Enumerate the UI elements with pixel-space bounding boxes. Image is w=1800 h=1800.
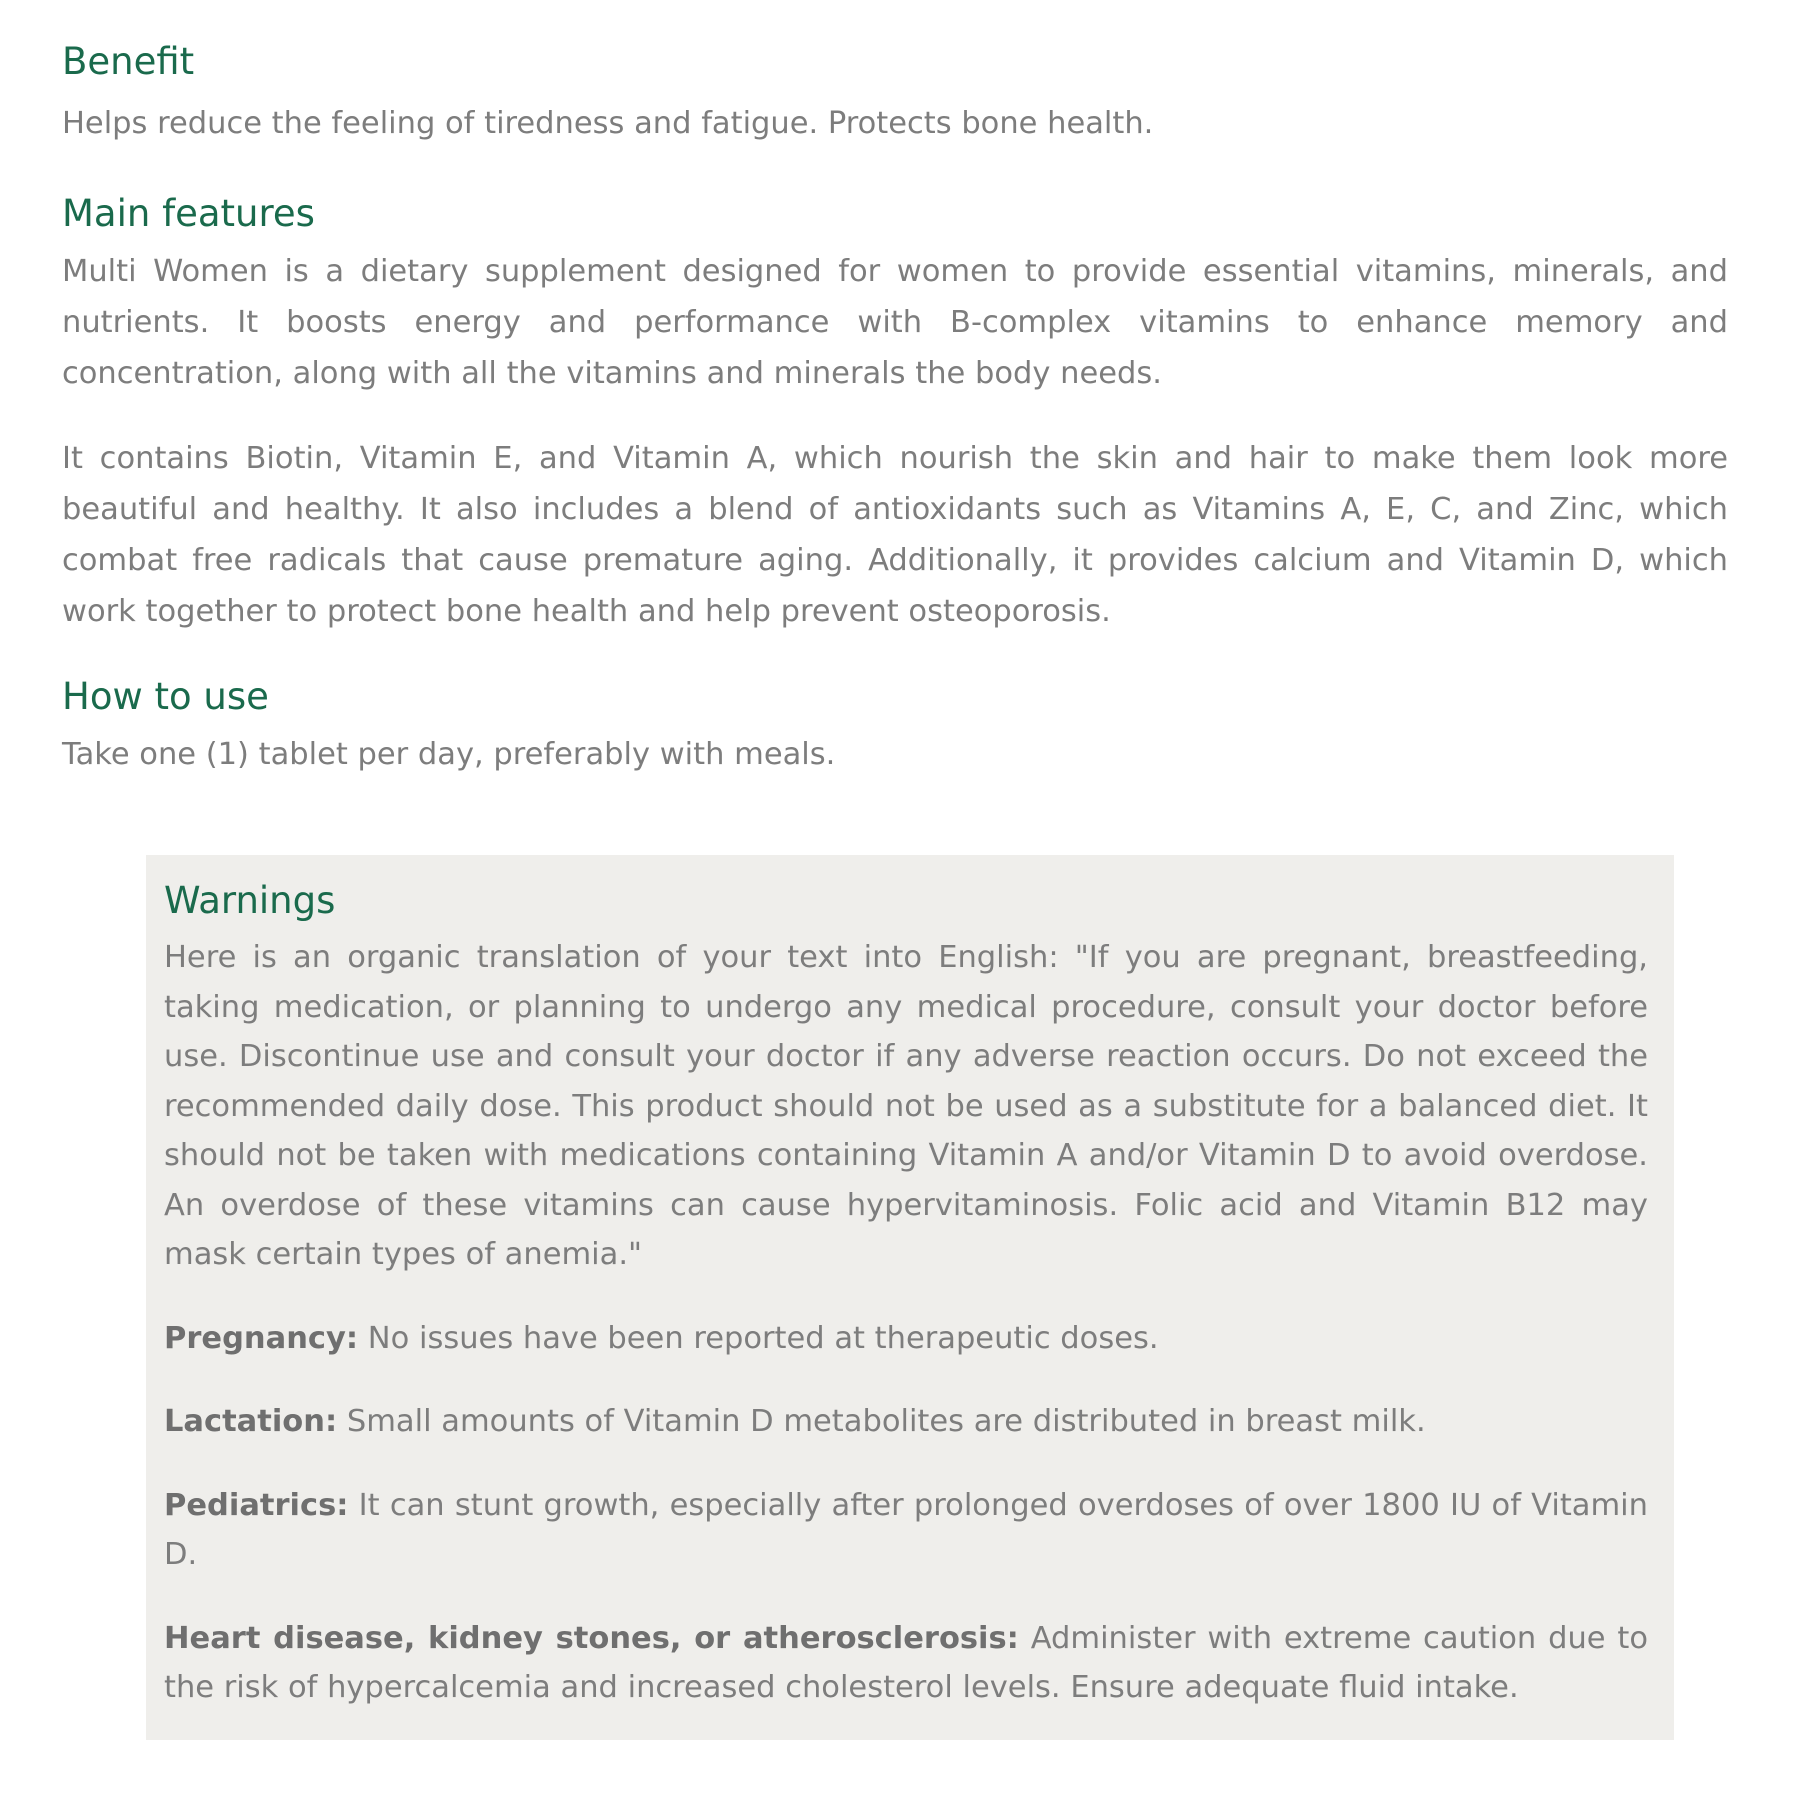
main-features-paragraph-1: Multi Women is a dietary supplement designed for women to provide essential vitamins, minerals, and nutrients. It boosts energy and performance with B-complex vitamins to enhance memory and concentration, along with all the vitamins and minerals the body needs. bbox=[62, 254, 1728, 392]
warning-label-heart-disease: Heart disease, kidney stones, or atherosclerosis: bbox=[164, 1620, 1019, 1656]
warning-text-pregnancy: No issues have been reported at therapeutic doses. bbox=[367, 1320, 1159, 1356]
how-to-use-text: Take one (1) tablet per day, preferably with meals. bbox=[62, 737, 836, 773]
how-to-use-heading: How to use bbox=[62, 675, 269, 719]
benefit-text: Helps reduce the feeling of tiredness and fatigue. Protects bone health. bbox=[62, 106, 1154, 142]
warning-text-heart-disease: Administer with extreme caution due to the risk of hypercalcemia and increased cholesterol levels. Ensure adequate fluid intake. bbox=[164, 1620, 1648, 1706]
warning-label-pregnancy: Pregnancy: bbox=[164, 1320, 359, 1356]
product-description bbox=[62, 38, 1728, 780]
warning-item-lactation bbox=[164, 1397, 1648, 1447]
warning-item-pediatrics bbox=[164, 1481, 1648, 1580]
warning-label-pediatrics: Pediatrics: bbox=[164, 1487, 349, 1523]
warning-label-lactation: Lactation: bbox=[164, 1404, 338, 1440]
warnings-text: Here is an organic translation of your text into English: "If you are pregnant, breastfeeding, taking medication, or planning to undergo any medical procedure, consult your doctor before use. Discontinue use and consult your doctor if any adverse reaction occurs. Do not exceed the recommended daily dose. This product should not be used as a substitute for a balanced diet. It should not be taken with medications containing Vitamin A and/or Vitamin D to avoid overdose. An overdose of these vitamins can cause hypervitaminosis. Folic acid and Vitamin B12 may mask certain types of anemia." bbox=[164, 940, 1648, 1273]
warnings-heading: Warnings bbox=[164, 879, 336, 922]
benefit-heading: Benefit bbox=[62, 40, 195, 83]
warning-item-heart-disease bbox=[164, 1614, 1648, 1713]
main-features-heading: Main features bbox=[62, 192, 315, 236]
warning-text-pediatrics: It can stunt growth, especially after prolonged overdoses of over 1800 IU of Vitamin D. bbox=[164, 1487, 1648, 1573]
warning-item-pregnancy bbox=[164, 1314, 1648, 1364]
main-features-paragraph-2: It contains Biotin, Vitamin E, and Vitamin A, which nourish the skin and hair to make them look more beautiful and healthy. It also includes a blend of antioxidants such as Vitamins A, E, C, and Zinc, which combat free radicals that cause premature aging. Additionally, it provides calcium and Vitamin D, which work together to protect bone health and help prevent osteoporosis. bbox=[62, 441, 1728, 630]
warning-text-lactation: Small amounts of Vitamin D metabolites are distributed in breast milk. bbox=[346, 1404, 1426, 1440]
benefit-section bbox=[62, 38, 1728, 149]
how-to-use-section bbox=[62, 673, 1728, 780]
warnings-box bbox=[146, 855, 1674, 1740]
main-features-section bbox=[62, 190, 1728, 637]
